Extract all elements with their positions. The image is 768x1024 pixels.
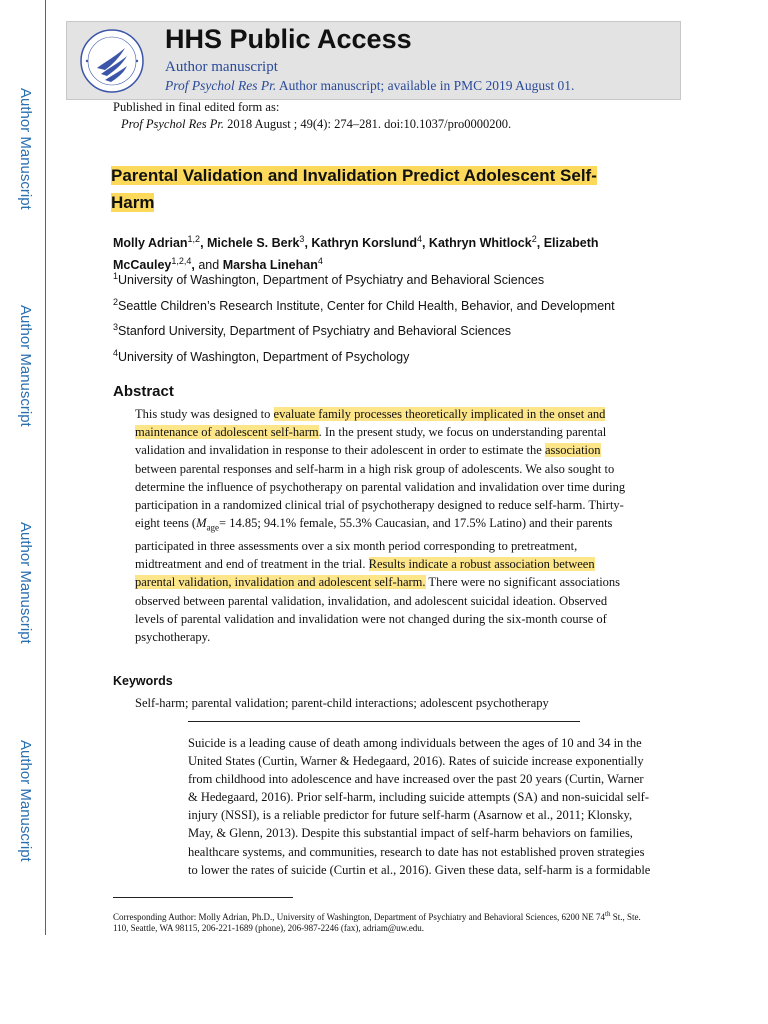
footnote-span: St., Ste. 110, Seattle, WA 98115, 206-221-1689 (phone), 206-987-2246 (fax), adriam@uw.edu. xyxy=(113,912,641,933)
abstract-heading: Abstract xyxy=(113,383,174,400)
author-aff: 3 xyxy=(299,234,305,244)
abstract-span: There were no significant associations observed between parental validation, invalidation, and adolescent suicidal ideation. Observed levels of parental validation and invalidation were not changed during the six-month course of psychotherapy. xyxy=(135,575,621,644)
author-aff: 4 xyxy=(416,234,422,244)
affiliation xyxy=(113,271,544,287)
affiliation-num: 2 xyxy=(113,297,119,307)
journal-name: Prof Psychol Res Pr. xyxy=(165,78,277,93)
keywords-text: Self-harm; parental validation; parent-child interactions; adolescent psychotherapy xyxy=(135,696,549,710)
article-title xyxy=(111,162,631,216)
author-name: Molly Adrian xyxy=(113,236,188,251)
author-name: Marsha Linehan xyxy=(222,258,318,273)
footnote xyxy=(113,909,653,934)
highlight: Results indicate a robust association between parental validation, invalidation and adolescent self-harm. xyxy=(135,557,595,590)
published-label: Published in final edited form as: xyxy=(113,100,280,114)
abstract-span: = 14.85; 94.1% female, 55.3% Caucasian, and 17.5% Latino) and their parents participated in three assessments over a six month period corresponding to pretreatment, midtreatment and end of treatment in the trial. xyxy=(135,516,613,572)
highlight: association xyxy=(544,443,601,458)
hhs-logo-icon xyxy=(79,28,145,94)
sidebar-label: Author Manuscript xyxy=(17,522,34,644)
hhs-title: HHS Public Access xyxy=(165,24,412,54)
affiliation-text: University of Washington, Department of Psychology xyxy=(118,350,410,365)
availability-line xyxy=(165,78,574,94)
highlight: evaluate family processes theoretically implicated in the onset and maintenance of adolescent self-harm xyxy=(135,407,606,440)
article-title-text: Parental Validation and Invalidation Predict Adolescent Self-Harm xyxy=(111,166,597,212)
affiliation-num: 4 xyxy=(113,348,119,358)
author-aff: 2 xyxy=(531,234,537,244)
author-aff: 4 xyxy=(317,256,323,267)
sidebar-label: Author Manuscript xyxy=(17,88,34,210)
sidebar-label: Author Manuscript xyxy=(17,740,34,862)
abstract-var: M xyxy=(196,516,207,531)
affiliation xyxy=(113,348,409,364)
author-list: Molly Adrian$^{1,2}$, Michele S. Berk$^3$, Kathryn Korslund$^4$, Kathryn Whitlock$^2$, Elizabeth McCauley$^{1,2,4}$, and Marsha Linehan$^4$ xyxy=(113,234,599,273)
author-name: Kathryn Korslund xyxy=(311,236,417,251)
abstract-var-sub: age xyxy=(206,522,220,533)
affiliation-text: University of Washington, Department of Psychiatry and Behavioral Sciences xyxy=(118,273,545,288)
author-aff: 1,2,4 xyxy=(171,256,192,267)
abstract-span: between parental responses and self-harm in a high risk group of adolescents. We also sought to determine the influence of psychotherapy on parental validation and invalidation over time during participation in a randomized clinical trial of psychotherapy designed to reduce self-harm. Thirty-eight teens ( xyxy=(135,461,626,531)
footnote-sup: th xyxy=(605,910,611,918)
author-conj: and xyxy=(198,258,220,273)
author-manuscript-label: Author manuscript xyxy=(165,59,278,75)
section-divider xyxy=(188,721,580,722)
affiliation xyxy=(113,297,615,313)
abstract-span: This study was designed to xyxy=(135,407,274,421)
footnote-span: Corresponding Author: Molly Adrian, Ph.D., University of Washington, Department of Psychiatry and Behavioral Sciences, 6200 NE 74 xyxy=(113,912,606,922)
sidebar-label: Author Manuscript xyxy=(17,305,34,427)
abstract-text xyxy=(135,405,632,646)
affiliation-num: 3 xyxy=(113,322,119,332)
body-paragraph: Suicide is a leading cause of death among individuals between the ages of 10 and 34 in the United States (Curtin, Warner & Hedegaard, 2016). Rates of suicide increase exponentially from childhood into adolescence and have increased over the past 20 years (Curtin, Warner & Hedegaard, 2016). Prior self-harm, including suicide attempts (SA) and non-suicidal self-injury (NSSI), is a reliable predictor for future self-harm (Asarnow et al., 2011; Klonsky, May, & Glenn, 2013). Despite this substantial impact of self-harm behaviors on families, healthcare systems, and communities, research to date has not established proven strategies to lower the rates of suicide (Curtin et al., 2016). Given these data, self-harm is a formidable xyxy=(188,736,651,877)
affiliation-text: Stanford University, Department of Psychiatry and Behavioral Sciences xyxy=(118,324,512,339)
affiliation-num: 1 xyxy=(113,271,119,281)
published-citation xyxy=(121,117,511,132)
author-aff: 1,2 xyxy=(187,234,201,244)
author-name: Elizabeth McCauley xyxy=(113,236,599,273)
sidebar xyxy=(0,0,46,935)
affiliation-text: Seattle Children’s Research Institute, Center for Child Health, Behavior, and Development xyxy=(118,299,615,314)
author-name: Michele S. Berk xyxy=(207,236,300,251)
availability-text: Author manuscript; available in PMC 2019 August 01. xyxy=(278,78,575,93)
published-journal: Prof Psychol Res Pr. xyxy=(121,117,224,131)
affiliation xyxy=(113,322,511,338)
published-citation-text: 2018 August ; 49(4): 274–281. doi:10.1037/pro0000200. xyxy=(227,117,512,131)
keywords-heading: Keywords xyxy=(113,674,173,688)
author-name: Kathryn Whitlock xyxy=(428,236,532,251)
abstract-span: . In the present study, we focus on understanding parental validation and invalidation in response to their adolescent in order to estimate the xyxy=(135,425,607,458)
footnote-divider xyxy=(113,897,293,898)
hhs-header xyxy=(66,21,681,100)
